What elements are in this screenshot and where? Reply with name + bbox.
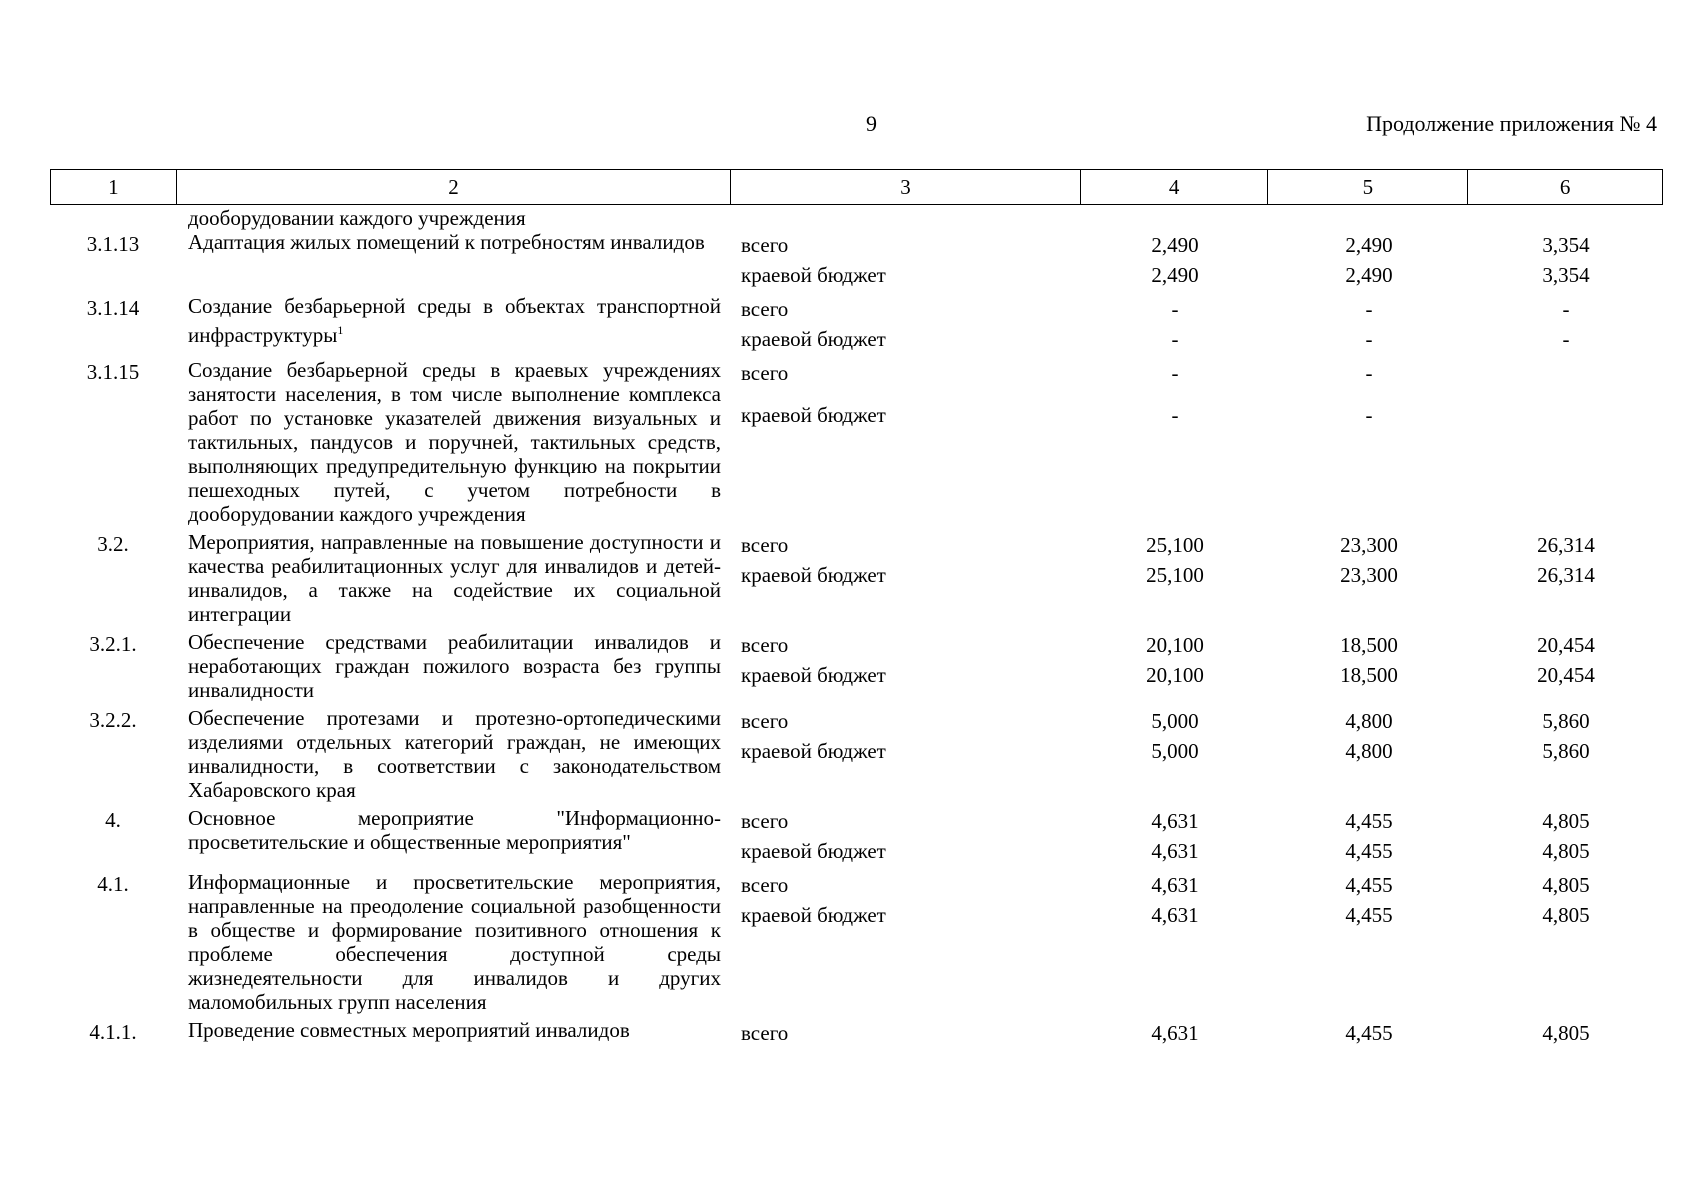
funding-source: краевой бюджет — [741, 739, 886, 763]
value-col4: 25,100 — [1146, 563, 1204, 587]
value-col5: - — [1365, 361, 1373, 385]
funding-source-column — [731, 806, 1081, 866]
value-col5-column — [1269, 1018, 1469, 1048]
row-number — [50, 206, 176, 230]
row-name: Проведение совместных мероприятий инвалидов — [188, 1018, 630, 1042]
funding-source-column — [731, 870, 1081, 1014]
row-name: Информационные и просветительские мероприятия, направленные на преодоление социальной разобщенности в обществе и формирование позитивного отношения к проблеме обеспечения доступной среды жизнедеятельности для инвалидов и других маломобильных групп населения — [188, 870, 721, 1014]
table-row — [50, 230, 1663, 290]
value-col4: - — [1171, 327, 1179, 351]
table-row — [50, 206, 1663, 230]
funding-source-column — [731, 358, 1081, 526]
funding-source: всего — [741, 809, 789, 833]
value-col6 — [1469, 358, 1663, 388]
row-number: 3.1.15 — [86, 360, 140, 384]
continuation-label: Продолжение приложения № 4 — [1366, 111, 1657, 136]
row-number: 4. — [105, 808, 121, 832]
value-col6-column — [1469, 358, 1663, 526]
value-col4: 25,100 — [1146, 533, 1204, 557]
row-name: Обеспечение протезами и протезно-ортопедическими изделиями отдельных категорий граждан, не имеющих инвалидности, в соответствии с законодательством Хабаровского края — [188, 706, 721, 802]
value-col5: 18,500 — [1340, 633, 1398, 657]
value-col6: 4,805 — [1542, 873, 1590, 897]
row-number: 3.1.13 — [86, 232, 140, 256]
value-col4-column — [1081, 206, 1269, 230]
value-col6-column — [1469, 230, 1663, 290]
column-header-1: 1 — [51, 170, 177, 204]
value-col5-column — [1269, 630, 1469, 702]
funding-source: краевой бюджет — [741, 563, 886, 587]
value-col5: - — [1365, 327, 1373, 351]
value-col4: 20,100 — [1146, 633, 1204, 657]
value-col6-column — [1469, 806, 1663, 866]
value-col6: 20,454 — [1537, 663, 1595, 687]
value-col6 — [1469, 400, 1663, 430]
funding-source: всего — [741, 1021, 789, 1045]
funding-source-column — [731, 1018, 1081, 1048]
value-col5: 2,490 — [1345, 233, 1393, 257]
funding-source: краевой бюджет — [741, 327, 886, 351]
value-col6: 3,354 — [1542, 233, 1590, 257]
funding-source: всего — [741, 361, 789, 385]
funding-source: всего — [741, 533, 789, 557]
row-name: Обеспечение средствами реабилитации инвалидов и неработающих граждан пожилого возраста без группы инвалидности — [188, 630, 721, 702]
table-body — [50, 206, 1663, 1052]
value-col6: 5,860 — [1542, 709, 1590, 733]
value-col5-column — [1269, 230, 1469, 290]
value-col4: 20,100 — [1146, 663, 1204, 687]
value-col6: 3,354 — [1542, 263, 1590, 287]
value-col6-column — [1469, 870, 1663, 1014]
value-col6: 5,860 — [1542, 739, 1590, 763]
funding-source-column — [731, 206, 1081, 230]
funding-source-column — [731, 294, 1081, 354]
value-col4: - — [1171, 361, 1179, 385]
value-col4-column — [1081, 358, 1269, 526]
funding-source: всего — [741, 633, 789, 657]
row-number: 4.1.1. — [89, 1020, 137, 1044]
value-col6-column — [1469, 1018, 1663, 1048]
footnote-marker: 1 — [337, 323, 344, 337]
funding-source: краевой бюджет — [741, 263, 886, 287]
value-col5: 4,455 — [1345, 1021, 1393, 1045]
value-col6: - — [1562, 297, 1570, 321]
value-col6: 26,314 — [1537, 563, 1595, 587]
value-col5-column — [1269, 806, 1469, 866]
value-col5-column — [1269, 294, 1469, 354]
value-col4: 2,490 — [1151, 233, 1199, 257]
value-col5: 4,455 — [1345, 903, 1393, 927]
value-col5-column — [1269, 870, 1469, 1014]
funding-source-column — [731, 706, 1081, 802]
value-col6: 20,454 — [1537, 633, 1595, 657]
table-row — [50, 1018, 1663, 1048]
row-name: Мероприятия, направленные на повышение доступности и качества реабилитационных услуг для инвалидов и детей-инвалидов, а также на содействие их социальной интеграции — [188, 530, 721, 626]
value-col4: 4,631 — [1151, 839, 1199, 863]
value-col6-column — [1469, 630, 1663, 702]
page-number: 9 — [866, 111, 877, 136]
funding-source: краевой бюджет — [741, 839, 886, 863]
funding-source: краевой бюджет — [741, 403, 886, 427]
funding-source: краевой бюджет — [741, 903, 886, 927]
table-row — [50, 530, 1663, 626]
row-name: Основное мероприятие "Информационно-просветительские и общественные мероприятия" — [188, 806, 721, 854]
value-col6: 4,805 — [1542, 1021, 1590, 1045]
column-header-5: 5 — [1268, 170, 1468, 204]
column-header-4: 4 — [1081, 170, 1269, 204]
row-number: 4.1. — [97, 872, 129, 896]
value-col6: 26,314 — [1537, 533, 1595, 557]
row-name: дооборудовании каждого учреждения — [188, 206, 526, 230]
value-col5: 18,500 — [1340, 663, 1398, 687]
value-col6-column — [1469, 706, 1663, 802]
value-col5-column — [1269, 358, 1469, 526]
value-col4: 5,000 — [1151, 739, 1199, 763]
row-name: Создание безбарьерной среды в объектах транспортной инфраструктуры$^1$ — [188, 294, 721, 347]
value-col5: 4,455 — [1345, 873, 1393, 897]
value-col4: - — [1171, 297, 1179, 321]
value-col4-column — [1081, 530, 1269, 626]
funding-source: всего — [741, 297, 789, 321]
table-row — [50, 294, 1663, 354]
value-col6: - — [1562, 327, 1570, 351]
table-header — [50, 169, 1663, 205]
row-number: 3.2.1. — [89, 632, 137, 656]
value-col4-column — [1081, 294, 1269, 354]
column-header-6: 6 — [1559, 174, 1571, 199]
funding-source-column — [731, 530, 1081, 626]
value-col4-column — [1081, 1018, 1269, 1048]
table-row — [50, 806, 1663, 866]
value-col5-column — [1269, 530, 1469, 626]
value-col4-column — [1081, 870, 1269, 1014]
value-col5-column — [1269, 706, 1469, 802]
value-col6: 4,805 — [1542, 839, 1590, 863]
value-col6-column — [1469, 294, 1663, 354]
row-number: 3.2. — [97, 532, 129, 556]
value-col5: - — [1365, 297, 1373, 321]
value-col4: 4,631 — [1151, 903, 1199, 927]
value-col6: 4,805 — [1542, 809, 1590, 833]
value-col4: - — [1171, 403, 1179, 427]
table-row — [50, 870, 1663, 1014]
value-col5: 23,300 — [1340, 533, 1398, 557]
funding-source-column — [731, 230, 1081, 290]
value-col6: 4,805 — [1542, 903, 1590, 927]
value-col5-column — [1269, 206, 1469, 230]
row-name: Создание безбарьерной среды в краевых учреждениях занятости населения, в том числе выполнение комплекса работ по установке указателей движения визуальных и тактильных, пандусов и поручней, тактильных средств, выполняющих предупредительную функцию на покрытии пешеходных путей, с учетом потребности в дооборудовании каждого учреждения — [188, 358, 721, 526]
table-row — [50, 630, 1663, 702]
value-col5: 2,490 — [1345, 263, 1393, 287]
funding-source: всего — [741, 233, 789, 257]
row-name: Адаптация жилых помещений к потребностям инвалидов — [188, 230, 705, 254]
value-col4: 4,631 — [1151, 809, 1199, 833]
row-number: 3.1.14 — [86, 296, 140, 320]
value-col5: 23,300 — [1340, 563, 1398, 587]
value-col5: 4,800 — [1345, 709, 1393, 733]
table-row — [50, 706, 1663, 802]
value-col5: 4,455 — [1345, 809, 1393, 833]
column-header-2: 2 — [177, 170, 731, 204]
funding-source: всего — [741, 709, 789, 733]
value-col4: 4,631 — [1151, 1021, 1199, 1045]
table-row — [50, 358, 1663, 526]
value-col6-column — [1469, 530, 1663, 626]
value-col4-column — [1081, 706, 1269, 802]
funding-source: всего — [741, 873, 789, 897]
value-col4-column — [1081, 630, 1269, 702]
value-col5: 4,455 — [1345, 839, 1393, 863]
value-col4-column — [1081, 806, 1269, 866]
funding-source: краевой бюджет — [741, 663, 886, 687]
row-number: 3.2.2. — [89, 708, 137, 732]
value-col6-column — [1469, 206, 1663, 230]
value-col4-column — [1081, 230, 1269, 290]
value-col5: - — [1365, 403, 1373, 427]
value-col4: 4,631 — [1151, 873, 1199, 897]
funding-source-column — [731, 630, 1081, 702]
value-col4: 5,000 — [1151, 709, 1199, 733]
value-col4: 2,490 — [1151, 263, 1199, 287]
value-col5: 4,800 — [1345, 739, 1393, 763]
column-header-3: 3 — [731, 170, 1081, 204]
